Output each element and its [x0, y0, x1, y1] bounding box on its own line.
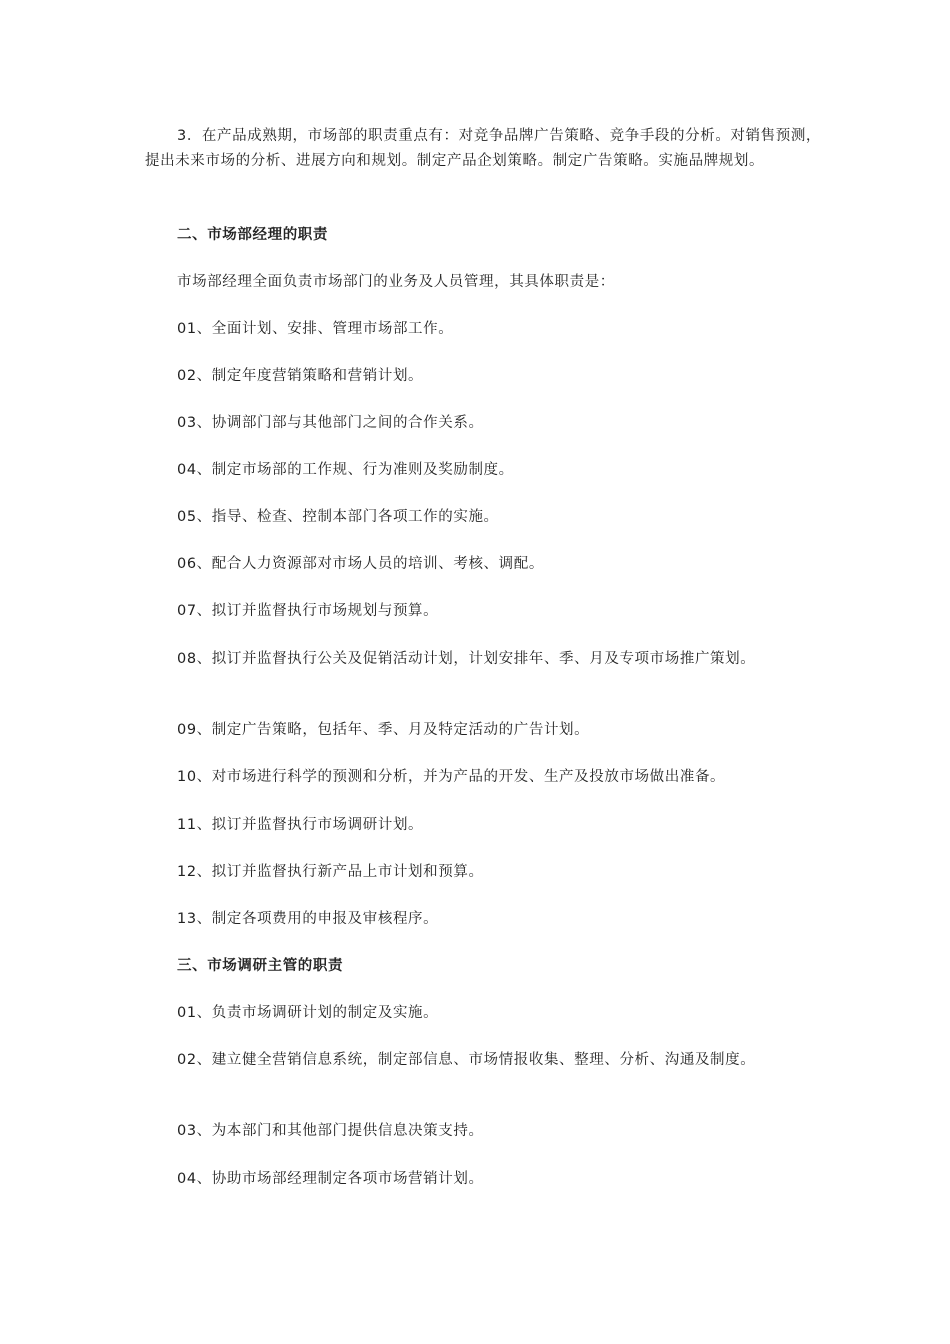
list-item: 06、配合人力资源部对市场人员的培训、考核、调配。 [177, 556, 544, 572]
list-item: 05、指导、检查、控制本部门各项工作的实施。 [177, 509, 499, 525]
list-item: 09、制定广告策略，包括年、季、月及特定活动的广告计划。 [177, 722, 590, 738]
list-item: 03、协调部门部与其他部门之间的合作关系。 [177, 415, 484, 431]
list-item: 02、建立健全营销信息系统，制定部信息、市场情报收集、整理、分析、沟通及制度。 [177, 1052, 756, 1068]
list-item: 13、制定各项费用的申报及审核程序。 [177, 911, 439, 927]
list-item: 02、制定年度营销策略和营销计划。 [177, 368, 424, 384]
section-intro-manager: 市场部经理全面负责市场部门的业务及人员管理，其具体职责是： [177, 274, 615, 290]
list-item: 07、拟订并监督执行市场规划与预算。 [177, 603, 439, 619]
list-item: 08、拟订并监督执行公关及促销活动计划，计划安排年、季、月及专项市场推广策划。 [177, 651, 756, 667]
list-item: 12、拟订并监督执行新产品上市计划和预算。 [177, 864, 484, 880]
list-item: 04、制定市场部的工作规、行为准则及奖励制度。 [177, 462, 514, 478]
list-item: 01、全面计划、安排、管理市场部工作。 [177, 321, 454, 337]
intro-paragraph: 3．在产品成熟期，市场部的职责重点有：对竞争品牌广告策略、竞争手段的分析。对销售预测，提出未来市场的分析、进展方向和规划。制定产品企划策略。制定广告策略。实施品牌规划。 [145, 128, 822, 169]
list-item: 04、协助市场部经理制定各项市场营销计划。 [177, 1171, 484, 1187]
list-item: 01、负责市场调研计划的制定及实施。 [177, 1005, 439, 1021]
list-item: 03、为本部门和其他部门提供信息决策支持。 [177, 1123, 484, 1139]
list-item: 11、拟订并监督执行市场调研计划。 [177, 817, 424, 833]
list-item: 10、对市场进行科学的预测和分析，并为产品的开发、生产及投放市场做出准备。 [177, 769, 726, 785]
section-heading-research: 三、市场调研主管的职责 [177, 958, 344, 974]
section-heading-manager: 二、市场部经理的职责 [177, 227, 328, 243]
